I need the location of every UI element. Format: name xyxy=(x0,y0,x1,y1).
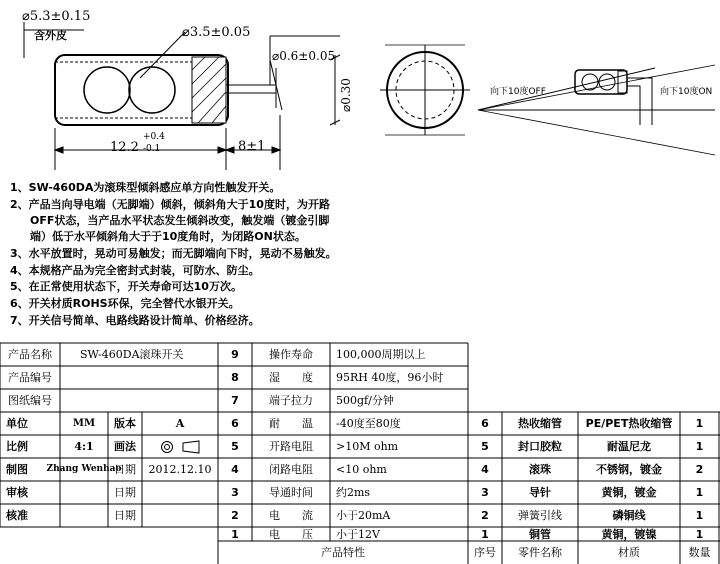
part-no: 4 xyxy=(481,463,489,476)
char-no: 7 xyxy=(231,394,239,407)
product-name-label: 产品名称 xyxy=(8,348,52,361)
part-no: 5 xyxy=(481,440,489,453)
note-line: 4、本规格产品为完全密封式封装，可防水、防尘。 xyxy=(10,264,260,277)
date-label: 日期 xyxy=(114,463,136,476)
version-label: 版本 xyxy=(114,417,136,430)
body-length-dim: 12.2 xyxy=(110,140,139,155)
char-no: 1 xyxy=(231,527,239,541)
char-name: 操作寿命 xyxy=(269,348,313,361)
char-name: 电 压 xyxy=(269,527,313,541)
body-length-minus: -0.1 xyxy=(143,144,161,154)
drawing-code-label: 图纸编号 xyxy=(8,394,52,407)
unit-label: 单位 xyxy=(6,417,28,430)
char-name: 开路电阻 xyxy=(269,440,313,453)
part-name: 滚珠 xyxy=(529,463,551,476)
product-name-value: SW-460DA滚珠开关 xyxy=(80,348,184,361)
outer-label: 含外皮 xyxy=(34,29,67,42)
part-qty: 1 xyxy=(695,509,704,522)
version-value: A xyxy=(175,417,185,430)
pin-length-dim: 8±1 xyxy=(238,139,266,154)
char-value: 小于12V xyxy=(336,527,380,541)
approve-date-label: 日期 xyxy=(114,509,136,522)
char-value: 100,000周期以上 xyxy=(336,348,426,361)
unit-value: MM xyxy=(72,417,96,429)
part-qty: 1 xyxy=(695,440,704,453)
char-value: >10M ohm xyxy=(336,440,399,453)
char-no: 2 xyxy=(231,509,239,522)
part-name: 热收缩管 xyxy=(518,417,562,430)
body-length-plus: +0.4 xyxy=(143,132,165,142)
part-qty: 1 xyxy=(695,417,704,430)
part-name: 弹簧引线 xyxy=(518,509,562,522)
char-value: 约2ms xyxy=(336,486,371,499)
drawn-label: 制图 xyxy=(6,463,28,476)
parts-header-material: 材质 xyxy=(618,546,640,559)
note-line: 3、水平放置时，晃动可易触发；而无脚端向下时，晃动不易触发。 xyxy=(10,247,337,260)
part-material: 磷铜线 xyxy=(612,509,646,522)
tilt-on-label: 向下10度ON xyxy=(660,87,713,97)
outer-diameter-dim: ⌀5.3±0.15 xyxy=(22,9,91,24)
parts-header-qty: 数量 xyxy=(688,546,711,559)
ball-diameter-dim: ⌀3.5±0.05 xyxy=(182,25,251,40)
part-material: 耐温尼龙 xyxy=(607,440,651,453)
note-line: 1、SW-460DA为滚珠型倾斜感应单方向性触发开关。 xyxy=(10,181,281,194)
char-no: 8 xyxy=(231,371,239,384)
char-name: 湿 度 xyxy=(269,371,313,384)
product-code-label: 产品编号 xyxy=(8,371,52,384)
note-line: 6、开关材质ROHS环保，完全替代水银开关。 xyxy=(10,297,240,310)
parts-header-name: 零件名称 xyxy=(518,546,562,559)
char-value: <10 ohm xyxy=(336,463,387,476)
part-name: 铜管 xyxy=(529,527,551,541)
method-label: 画法 xyxy=(114,440,136,453)
approve-label: 核准 xyxy=(6,509,28,522)
part-name: 导针 xyxy=(529,486,551,499)
scale-label: 比例 xyxy=(6,440,28,453)
projection-icon xyxy=(155,440,205,454)
note-line: 7、开关信号简单、电路线路设计简单、价格经济。 xyxy=(10,314,260,327)
projection-symbol xyxy=(142,435,218,458)
characteristics-footer: 产品特性 xyxy=(321,546,365,559)
char-no: 6 xyxy=(231,417,239,430)
part-no: 6 xyxy=(481,417,489,430)
char-name: 耐 温 xyxy=(269,417,313,430)
part-material: 不锈钢，镀金 xyxy=(596,463,662,476)
thickness-dim: ⌀0.30 xyxy=(339,78,353,112)
char-value: 小于20mA xyxy=(336,509,391,522)
part-material: PE/PET热收缩管 xyxy=(585,417,673,430)
part-qty: 2 xyxy=(695,463,704,476)
char-value: -40度至80度 xyxy=(336,417,401,430)
part-qty: 1 xyxy=(695,486,704,499)
pin-diameter-dim: ⌀0.6±0.05 xyxy=(272,49,336,63)
tilt-off-label: 向下10度OFF xyxy=(490,87,546,97)
part-qty: 1 xyxy=(695,527,704,541)
scale-value: 4:1 xyxy=(74,440,94,453)
part-no: 3 xyxy=(481,486,489,499)
part-no: 2 xyxy=(481,509,489,522)
part-name: 封口胶粒 xyxy=(518,440,562,453)
part-material: 黄铜，镀金 xyxy=(601,486,657,499)
review-date-label: 日期 xyxy=(114,486,136,499)
char-no: 9 xyxy=(231,348,239,361)
char-name: 电 流 xyxy=(269,509,313,522)
char-name: 闭路电阻 xyxy=(269,463,313,476)
note-line: 2、产品当向导电端（无脚端）倾斜，倾斜角大于10度时，为开路 xyxy=(10,198,330,211)
note-line: OFF状态，当产品水平状态发生倾斜改变，触发端（镀金引脚 xyxy=(30,214,330,227)
char-value: 95RH 40度，96小时 xyxy=(336,371,444,384)
date-value: 2012.12.10 xyxy=(148,463,212,476)
note-line: 5、在正常使用状态下，开关寿命可达10万次。 xyxy=(10,280,242,293)
char-name: 端子拉力 xyxy=(269,394,313,407)
part-no: 1 xyxy=(481,527,489,541)
parts-header-no: 序号 xyxy=(474,546,496,559)
review-label: 审核 xyxy=(6,486,28,499)
char-value: 500gf/分钟 xyxy=(336,394,394,407)
char-no: 3 xyxy=(231,486,239,499)
char-name: 导通时间 xyxy=(269,486,313,499)
part-material: 黄铜，镀镍 xyxy=(601,527,657,541)
drawn-by-value: Zhang Wenhao xyxy=(46,464,122,474)
char-no: 4 xyxy=(231,463,239,476)
char-no: 5 xyxy=(231,440,239,453)
note-line: 端）低于水平倾斜角大于于10度角时，为闭路ON状态。 xyxy=(30,230,306,243)
